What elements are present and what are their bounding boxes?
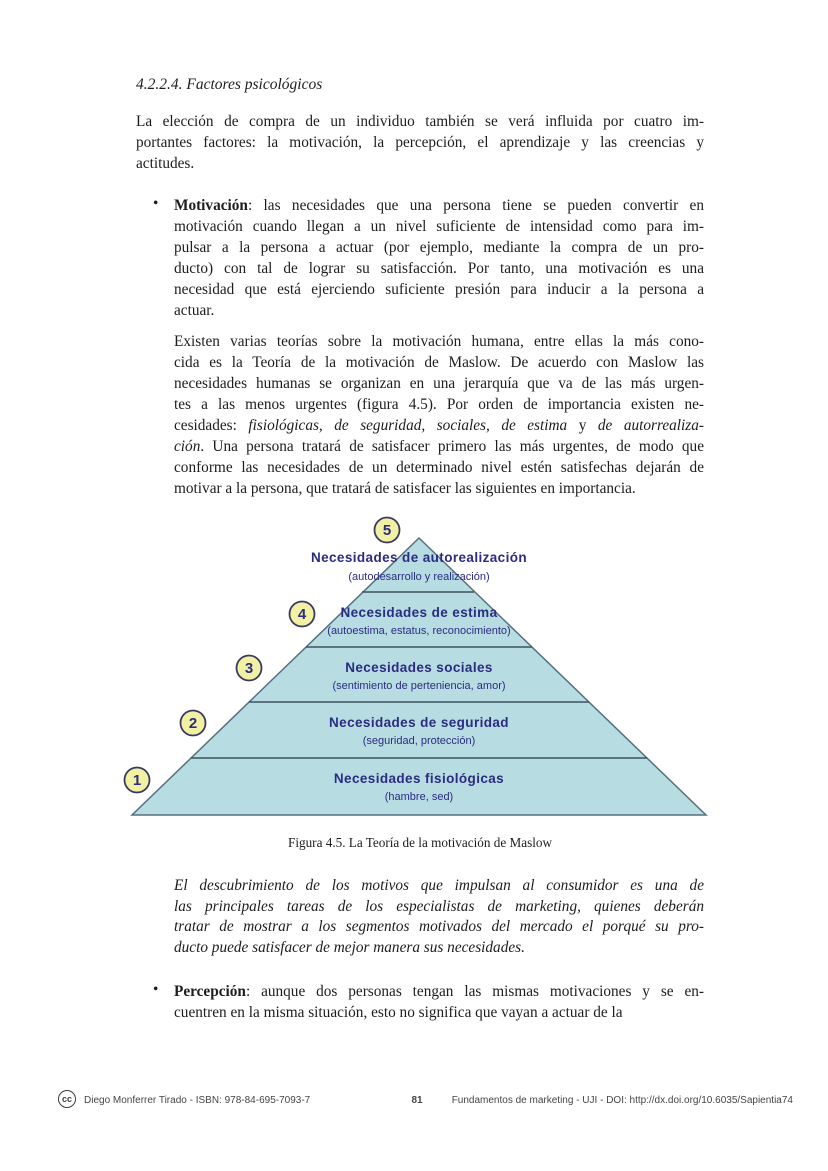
text-line: conforme las necesidades de un determinado nivel estén satisfechas dejarán de: [174, 459, 704, 476]
cc-license-icon: cc: [58, 1090, 76, 1108]
text-line: Existen varias teorías sobre la motivación humana, entre ellas la más cono-: [174, 333, 704, 350]
bullet-marker: •: [153, 195, 159, 212]
maslow-pyramid-figure: [100, 505, 740, 825]
text-line: motivar a la persona, que tratará de satisfacer las siguientes en importancia.: [174, 480, 636, 497]
text-line: actuar.: [174, 302, 215, 319]
italic-term: fisiológicas, de seguridad, sociales, de estima: [248, 417, 568, 434]
text-line: pulsar a la persona a actuar (por ejemplo, mediante la compra de un pro-: [174, 239, 704, 256]
italic-term: ción: [174, 438, 201, 455]
italic-term: de autorrealiza-: [597, 417, 705, 434]
pyramid-level-subtitle: (seguridad, protección): [362, 735, 476, 747]
text-line: necesidad que está ejerciendo suficiente presión para inducir a la persona a: [174, 281, 704, 298]
pyramid-level-subtitle: (sentimiento de perteniencia, amor): [332, 680, 506, 692]
text-line: necesidades humanas se organizan en una jerarquía que va de las más urgen-: [174, 375, 704, 392]
footer-doi-link[interactable]: Fundamentos de marketing - UJI - DOI: http://dx.doi.org/10.6035/Sapientia74: [451, 1095, 793, 1106]
bold-term: Motivación: [174, 197, 248, 214]
level-number: 2: [188, 715, 198, 732]
text-segment: : aunque dos personas tengan las mismas motivaciones y se en-: [245, 983, 704, 1000]
text-line: [174, 415, 704, 436]
section-heading: 4.2.2.4. Factores psicológicos: [136, 76, 323, 93]
level-number: 5: [382, 522, 392, 539]
text-segment: : las necesidades que una persona tiene se pueden convertir en: [247, 197, 704, 214]
bold-term: Percepción: [174, 983, 246, 1000]
text-segment: y: [567, 417, 598, 434]
paragraph-intro: [136, 111, 704, 174]
text-line: ducto puede satisfacer de mejor manera sus necesidades.: [174, 938, 525, 956]
figure-caption: Figura 4.5. La Teoría de la motivación de Maslow: [288, 835, 552, 850]
pyramid-level-title: Necesidades sociales: [345, 660, 493, 675]
text-line: [174, 436, 704, 457]
text-line: las principales tareas de los especialistas de marketing, quienes deberán: [174, 897, 704, 915]
bullet-marker: •: [153, 981, 159, 998]
footer-author-isbn: Diego Monferrer Tirado - ISBN: 978-84-695-7093-7: [84, 1095, 311, 1106]
pyramid-level-subtitle: (autoestima, estatus, reconocimiento): [327, 625, 511, 637]
bullet-item-percepcion: [174, 981, 704, 1023]
level-number: 1: [132, 772, 142, 789]
pyramid-level-subtitle: (hambre, sed): [384, 791, 454, 803]
text-line: El descubrimiento de los motivos que impulsan al consumidor es una de: [174, 877, 704, 894]
pyramid-level-title: Necesidades de estima: [340, 605, 498, 620]
text-line: cuentren en la misma situación, esto no significa que vayan a actuar de la: [174, 1004, 623, 1021]
text-line: [174, 981, 704, 1002]
text-segment: cesidades:: [174, 417, 249, 434]
text-line: motivación cuando llegan a un nivel suficiente de intensidad como para im-: [174, 218, 704, 235]
text-line: actitudes.: [136, 155, 195, 172]
text-line: [174, 195, 704, 216]
paragraph-marketing-note: [174, 876, 704, 958]
level-number: 3: [244, 660, 254, 677]
text-line: cida es la Teoría de la motivación de Maslow. De acuerdo con Maslow las: [174, 354, 704, 371]
text-line: tes a las menos urgentes (figura 4.5). Por orden de importancia existen ne-: [174, 396, 704, 413]
footer-page-number: 81: [411, 1095, 423, 1106]
pyramid-level-title: Necesidades de seguridad: [329, 715, 509, 730]
text-line: La elección de compra de un individuo también se verá influida por cuatro im-: [136, 113, 704, 130]
pyramid-level-subtitle: (autodesarrollo y realización): [348, 571, 490, 583]
paragraph-maslow-theory: [174, 331, 704, 499]
pyramid-level-title: Necesidades fisiológicas: [333, 771, 505, 786]
pyramid-level-title: Necesidades de autorealización: [310, 550, 528, 565]
text-line: ducto) con tal de lograr su satisfacción. Por tanto, una motivación es una: [174, 260, 704, 277]
text-line: portantes factores: la motivación, la percepción, el aprendizaje y las creencias y: [136, 134, 704, 151]
text-line: tratar de mostrar a los segmentos motivados del mercado el porqué su pro-: [174, 918, 704, 935]
level-number: 4: [297, 606, 307, 623]
text-segment: . Una persona tratará de satisfacer primero las más urgentes, de modo que: [200, 438, 704, 455]
bullet-item-motivacion: [174, 195, 704, 321]
